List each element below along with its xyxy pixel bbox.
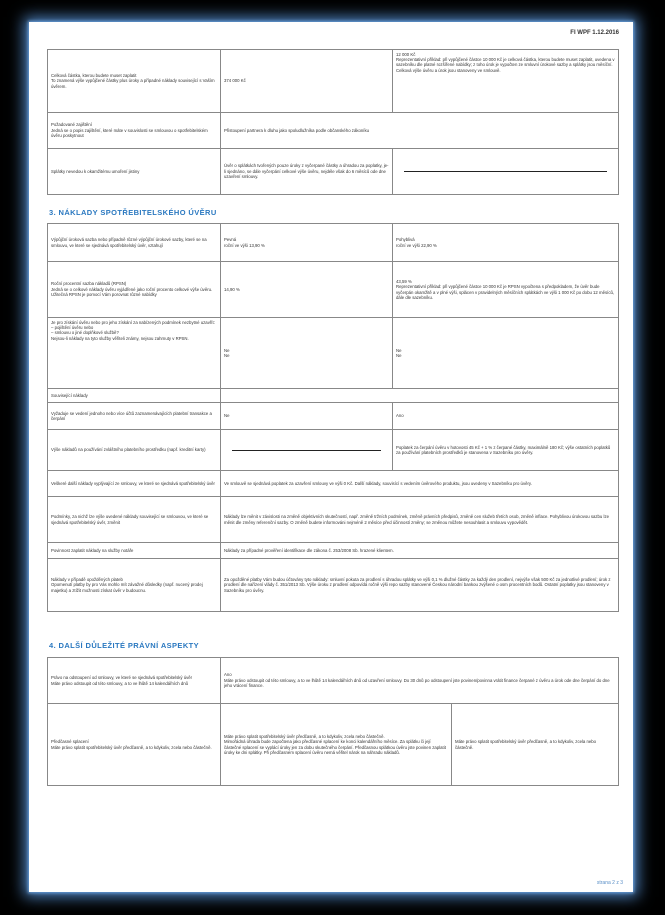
row-value: Ne Ne — [221, 318, 393, 389]
row-label: Splátky nevedou k okamžitému umoření jistiny — [48, 149, 221, 195]
section-title: 3. NÁKLADY SPOTŘEBITELSKÉHO ÚVĚRU — [49, 208, 217, 217]
table-row — [48, 658, 619, 704]
row-value: Přistoupení partnera k dluhu jako spoludlužníka podle občanského zákoníku — [221, 113, 619, 149]
row-value: Náklady lze měnit v závislosti na změně objektivních skutečností, např. změně tržních podmínek, změně právních předpisů, změně cen služeb třetích osob, změně inflace. Pohyblivou úrokovou sazbu lze měnit dle změny referenční sazby. O změně budete informováni nejméně 2 měsíce před účinností změny; se změnou můžete nesouhlasit a smlouvu vypovědět. — [221, 497, 619, 543]
row-label: Právo na odstoupení od smlouvy, ve které se sjednává spotřebitelský úvěr Máte právo odstoupit od této smlouvy, a to ve lhůtě 14 kalendářních dnů — [48, 658, 221, 704]
table-row — [48, 403, 619, 430]
blank-line — [232, 450, 381, 451]
section-title: 4. DALŠÍ DŮLEŽITÉ PRÁVNÍ ASPEKTY — [49, 641, 200, 650]
table-row — [48, 497, 619, 543]
empty-cell — [221, 389, 619, 403]
row-label: Celková částka, kterou budete muset zaplatit To znamená výše vypůjčené částky plus úroky a případné náklady související s Vaším úvěrem. — [48, 50, 221, 113]
table-row — [48, 50, 619, 113]
table-row — [48, 471, 619, 497]
document-reference: FI WPF 1.12.2016 — [570, 30, 619, 36]
row-value: Úvěr o splátkách tvořených pouze úroky z vyčerpané částky a úhradou za poplatky, je-li sjednáno, se dále vyčerpání celkové výše úvěru, nejdéle však do 6 měsíců ode dne uzavření smlouvy. — [221, 149, 393, 195]
row-value: 43,59 % Reprezentativní příklad: při vypůjčené částce 10 000 Kč je RPSN vypočtena s předpokladem, že úvěr bude vyčerpán okamžitě a v plné výši, splácen v pravidelných měsíčních splátkách ve výši 1 000 Kč po dobu 12 měsíců, dále dle sazebníku. — [393, 262, 619, 318]
credit-costs-table — [47, 223, 619, 612]
row-label: Výpůjční úroková sazba nebo případně různé výpůjční úrokové sazby, které se na smlouvu, ve které se sjednává spotřebitelský úvěr, vztahují — [48, 224, 221, 262]
row-label: Předčasné splacení Máte právo splatit spotřebitelský úvěr předčasně, a to kdykoliv, zcela nebo částečně. — [48, 704, 221, 786]
row-value: 12 000 Kč Reprezentativní příklad: při vypůjčené částce 10 000 Kč je celková částka, kterou budete muset zaplatit, uvedena v sazebníku dle platné rozšířené nabídky; z toho úrok je vypočten ze smluvní úrokové sazby a splátky jsou měsíční. Celková výše úvěru a úrok jsou stanoveny ve smlouvě. — [393, 50, 619, 113]
row-value: Ne Ne — [393, 318, 619, 389]
row-label: Náklady v případě opožděných plateb Opomenutí platby by pro Vás mohlo mít závažné důsledky (např. nucený prodej majetku) a ztížit možnosti získat úvěr v budoucnu. — [48, 559, 221, 612]
row-label: Požadované zajištění Jedná se o popis zajištění, které máte v souvislosti se smlouvou o spotřebitelském úvěru poskytnout — [48, 113, 221, 149]
table-row — [48, 224, 619, 262]
row-label: Podmínky, za nichž lze výše uvedené náklady související se smlouvou, ve které se sjednává spotřebitelský úvěr, změnit — [48, 497, 221, 543]
row-value: 374 000 Kč — [221, 50, 393, 113]
table-row — [48, 704, 619, 786]
table-row — [48, 430, 619, 471]
row-value: Pevná roční ve výši 13,90 % — [221, 224, 393, 262]
row-value: Ne — [221, 403, 393, 430]
table-row — [48, 113, 619, 149]
table-row — [48, 543, 619, 559]
row-value: Poplatek za čerpání úvěru v hotovosti 45 Kč + 1 % z čerpané částky, maximálně 180 Kč; výše ostatních poplatků za používání platebních prostředků je stanovena v Sazebníku pro úvěry. — [393, 430, 619, 471]
row-value: Náklady za případné prověření identifikace dle zákona č. 253/2008 Sb. hrazené klientem. — [221, 543, 619, 559]
row-label: Výše nákladů na používání zvláštního platebního prostředku (např. kreditní karty) — [48, 430, 221, 471]
row-value: Ano — [393, 403, 619, 430]
credit-summary-table — [47, 49, 619, 195]
table-row — [48, 262, 619, 318]
table-row — [48, 389, 619, 403]
row-value: Máte právo splatit spotřebitelský úvěr předčasně, a to kdykoliv, zcela nebo částečně. — [452, 704, 619, 786]
row-label: Je pro získání úvěru nebo pro jeho získání za nabízených podmínek nezbytné uzavřít: – pojištění úvěru nebo – smlouvu o jiné doplňkové službě? Nejsou-li náklady na tyto služby věřiteli známy, nejsou zahrnuty v RPSN. — [48, 318, 221, 389]
row-value: Máte právo splatit spotřebitelský úvěr předčasně, a to kdykoliv, zcela nebo částečně. Mimořádná úhrada bude započtena jako předčasné splacení ke konci kalendářního měsíce. Za splátku či její částečné splacení se vyplácí úroky jen za dobu skutečného čerpání. Předčasnou splátkou úvěru jste povinen zaplatit úroky ke dni splátky. Při předčasném splacení úvěru nemá věřitel nárok na náhradu nákladů. — [221, 704, 452, 786]
document-page — [29, 22, 633, 892]
row-value: Pohyblivá roční ve výši 22,90 % — [393, 224, 619, 262]
row-value: Ano Máte právo odstoupit od této smlouvy, a to ve lhůtě 14 kalendářních dnů od uzavření smlouvy. Do 30 dnů po odstoupení jste povinen/povinna vrátit finance čerpané z úvěru a úrok ode dne čerpání do dne jeho vrácení finance. — [221, 658, 619, 704]
page-number: strana 2 z 3 — [596, 880, 623, 886]
row-value: Za opožděné platby Vám budou účtovány tyto náklady: smluvní pokuta za prodlení s úhradou splátky ve výši 0,1 % dlužné částky za každý den prodlení, nejvýše však 500 Kč za jednotlivé prodlení; úrok z prodlení dle nařízení vlády č. 351/2013 Sb. Výše úroku z prodlení odpovídá ročně výši repo sazby stanovené Českou národní bankou zvýšené o osm procentních bodů. Ostatní poplatky jsou stanoveny v Sazebníku pro úvěry. — [221, 559, 619, 612]
table-row — [48, 559, 619, 612]
row-label: Veškeré další náklady vyplývající ze smlouvy, ve které se sjednává spotřebitelský úvěr — [48, 471, 221, 497]
row-label: Vyžaduje se vedení jednoho nebo více účtů zaznamenávajících platební transakce a čerpání — [48, 403, 221, 430]
row-label: Související náklady — [48, 389, 221, 403]
empty-cell — [393, 149, 619, 195]
row-label: Povinnost zaplatit náklady na služby notáře — [48, 543, 221, 559]
table-row — [48, 149, 619, 195]
blank-line — [404, 171, 607, 172]
row-label: Roční procentní sazba nákladů (RPSN) Jedná se o celkové náklady úvěru vyjádřené jako roční procento celkové výše úvěru. Užitečná RPSN je pomocí Vám porovnat různé nabídky — [48, 262, 221, 318]
table-row — [48, 318, 619, 389]
legal-aspects-table — [47, 657, 619, 786]
row-value: Ve smlouvě se sjednává poplatek za uzavření smlouvy ve výši 0 Kč. Další náklady, souvisící s vedením úvěrového produktu, jsou uvedeny v Sazebníku pro úvěry. — [221, 471, 619, 497]
empty-cell — [221, 430, 393, 471]
row-value: 14,90 % — [221, 262, 393, 318]
